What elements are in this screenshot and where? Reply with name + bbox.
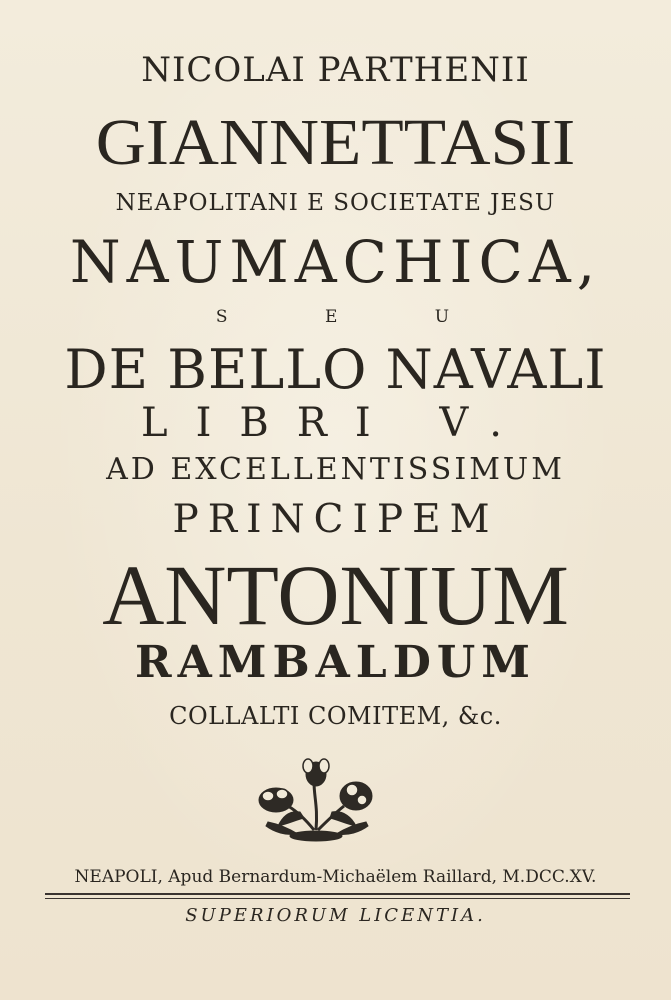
dedicatee-rank: PRINCIPEM — [172, 497, 499, 542]
seu-connector: S E U — [215, 307, 496, 327]
divider-rule — [45, 893, 630, 895]
affiliation: NEAPOLITANI E SOCIETATE JESU — [115, 190, 556, 216]
books-count: LIBRI V. — [141, 400, 530, 446]
dedicatee-first-name: ANTONIUM — [102, 547, 569, 643]
divider-rule-thin — [45, 898, 630, 899]
dedicatee-title: COLLALTI COMITEM, &c. — [169, 702, 502, 730]
author-line: NICOLAI PARTHENII — [141, 50, 530, 90]
license-line: SUPERIORUM LICENTIA. — [185, 905, 486, 926]
imprint: NEAPOLI, Apud Bernardum-Michaëlem Raillard, M.DCC.XV. — [74, 867, 597, 887]
floral-ornament-icon — [248, 752, 388, 844]
dedication-intro: AD EXCELLENTISSIMUM — [106, 452, 565, 487]
book-title: NAUMACHICA, — [69, 228, 602, 296]
dedicatee-surname: RAMBALDUM — [135, 637, 536, 688]
book-subtitle: DE BELLO NAVALI — [64, 338, 607, 401]
author-surname: GIANNETTASII — [95, 106, 576, 179]
